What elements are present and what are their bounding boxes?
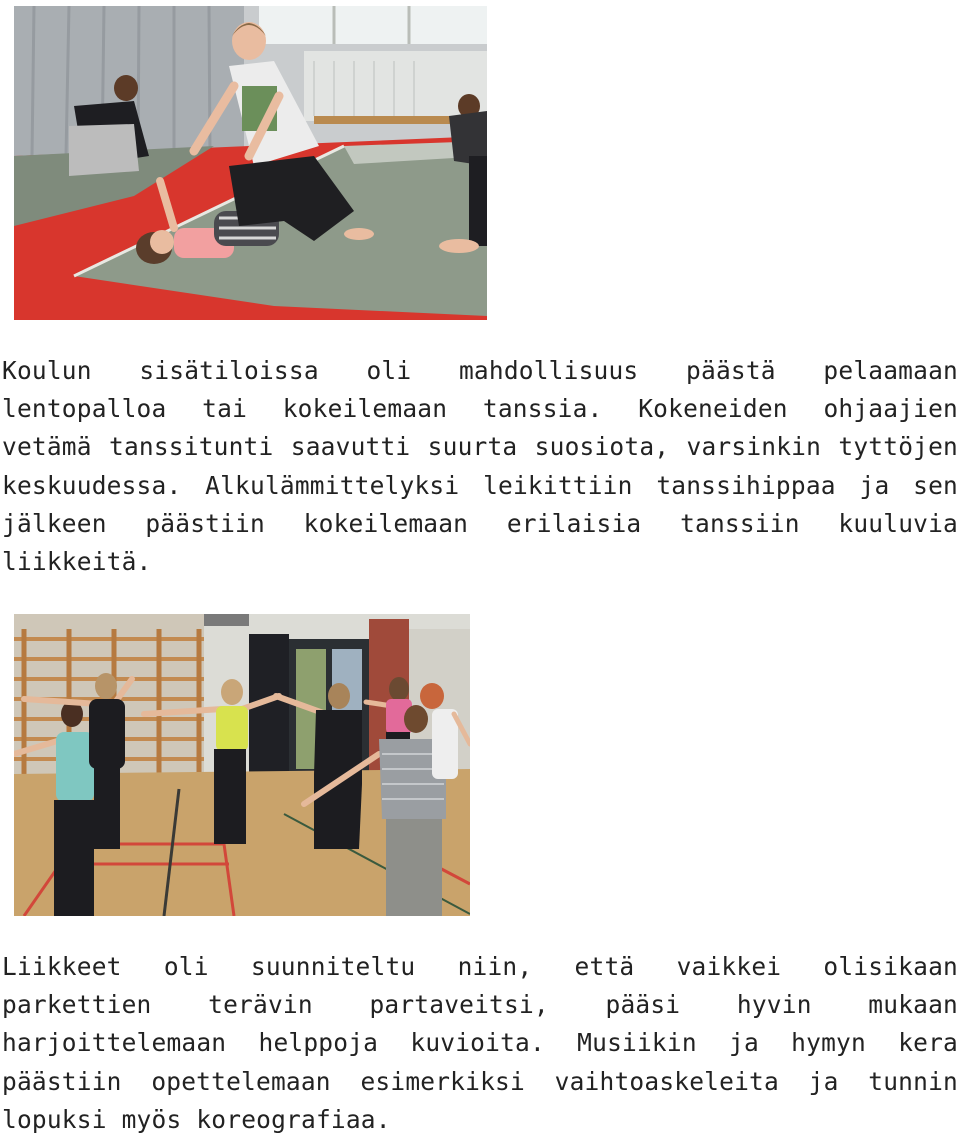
dance-mats-illustration — [14, 6, 487, 320]
gym-dance-illustration — [14, 614, 470, 916]
gym-dance-photo — [14, 614, 470, 916]
article-paragraph: Liikkeet oli suunniteltu niin, että vaikkei olisikaan parkettien terävin partaveitsi, pääsi hyvin mukaan harjoittelemaan helppoja kuvioita. Musiikin ja hymyn kera päästiin opettelemaan esimerkiksi vaihtoaskeleita ja tunnin lopuksi myös koreografiaa. — [2, 952, 958, 1134]
article-paragraph: Koulun sisätiloissa oli mahdollisuus päästä pelaamaan lentopalloa tai kokeilemaan tanssia. Kokeneiden ohjaajien vetämä tanssitunti saavutti suurta suosiota, varsinkin tyttöjen keskuudessa. Alkulämmittelyksi leikittiin tanssihippaa ja sen jälkeen päästiin kokeilemaan erilaisia tanssiin kuuluvia liikkeitä. — [2, 356, 958, 577]
dance-mats-photo — [14, 6, 487, 320]
